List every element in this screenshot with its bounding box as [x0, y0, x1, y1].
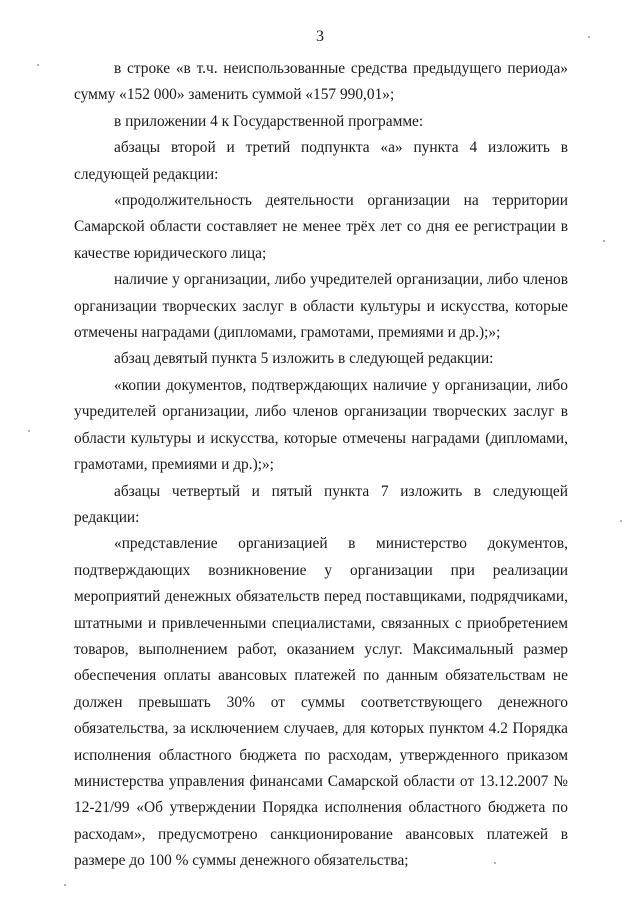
scan-speck: [603, 240, 605, 242]
document-body: [74, 56, 568, 875]
paragraph-creative-merits: наличие у организации, либо учредителей организации, либо членов организации творческих заслуг в области культуры и искусства, которые отмечены наградами (дипломами, грамотами, премиями и др.);»;: [74, 271, 568, 342]
scan-speck: [494, 862, 496, 864]
scan-speck: [37, 64, 39, 66]
page-number: 3: [316, 28, 324, 45]
scan-speck: [64, 884, 66, 886]
paragraph-duration-of-activity: «продолжительность деятельности организации на территории Самарской области составляет не менее трёх лет со дня ее регистрации в качестве юридического лица;: [74, 192, 568, 262]
paragraph-amount-change: в строке «в т.ч. неиспользованные средства предыдущего периода» сумму «152 000» заменить суммой «157 990,01»;: [74, 60, 568, 104]
scan-speck: [620, 520, 622, 522]
paragraph-document-copies: «копии документов, подтверждающих наличие у организации, либо учредителей организации, либо членов организации творческих заслуг в области культуры и искусства, которые отмечены наградами (дипломами, грамотами, премиями и др.);»;: [74, 376, 568, 474]
scan-speck: [28, 430, 30, 432]
paragraph-appendix-4: в приложении 4 к Государственной программе:: [114, 112, 424, 130]
scan-speck: [588, 36, 590, 38]
paragraph-subitem-a-point-4: абзацы второй и третий подпункта «а» пункта 4 изложить в следующей редакции:: [74, 139, 568, 183]
paragraph-point-7: абзацы четвертый и пятый пункта 7 изложить в следующей редакции:: [74, 482, 568, 526]
paragraph-point-5: абзац девятый пункта 5 изложить в следующей редакции:: [114, 350, 494, 368]
paragraph-submission-of-documents: «представление организацией в министерство документов, подтверждающих возникновение у организации при реализации мероприятий денежных обязательств перед поставщиками, подрядчиками, штатными и привлеченными специалистами, связанных с приобретением товаров, выполнением работ, оказанием услуг. Максимальный размер обеспечения оплаты авансовых платежей по данным обязательствам не должен превышать 30% от суммы соответствующего денежного обязательства, за исключением случаев, для которых пунктом 4.2 Порядка исполнения областного бюджета по расходам, утвержденного приказом министерства управления финансами Самарской области от 13.12.2007 № 12-21/99 «Об утверждении Порядка исполнения областного бюджета по расходам», предусмотрено санкционирование авансовых платежей в размере до 100 % суммы денежного обязательства;: [74, 535, 568, 870]
